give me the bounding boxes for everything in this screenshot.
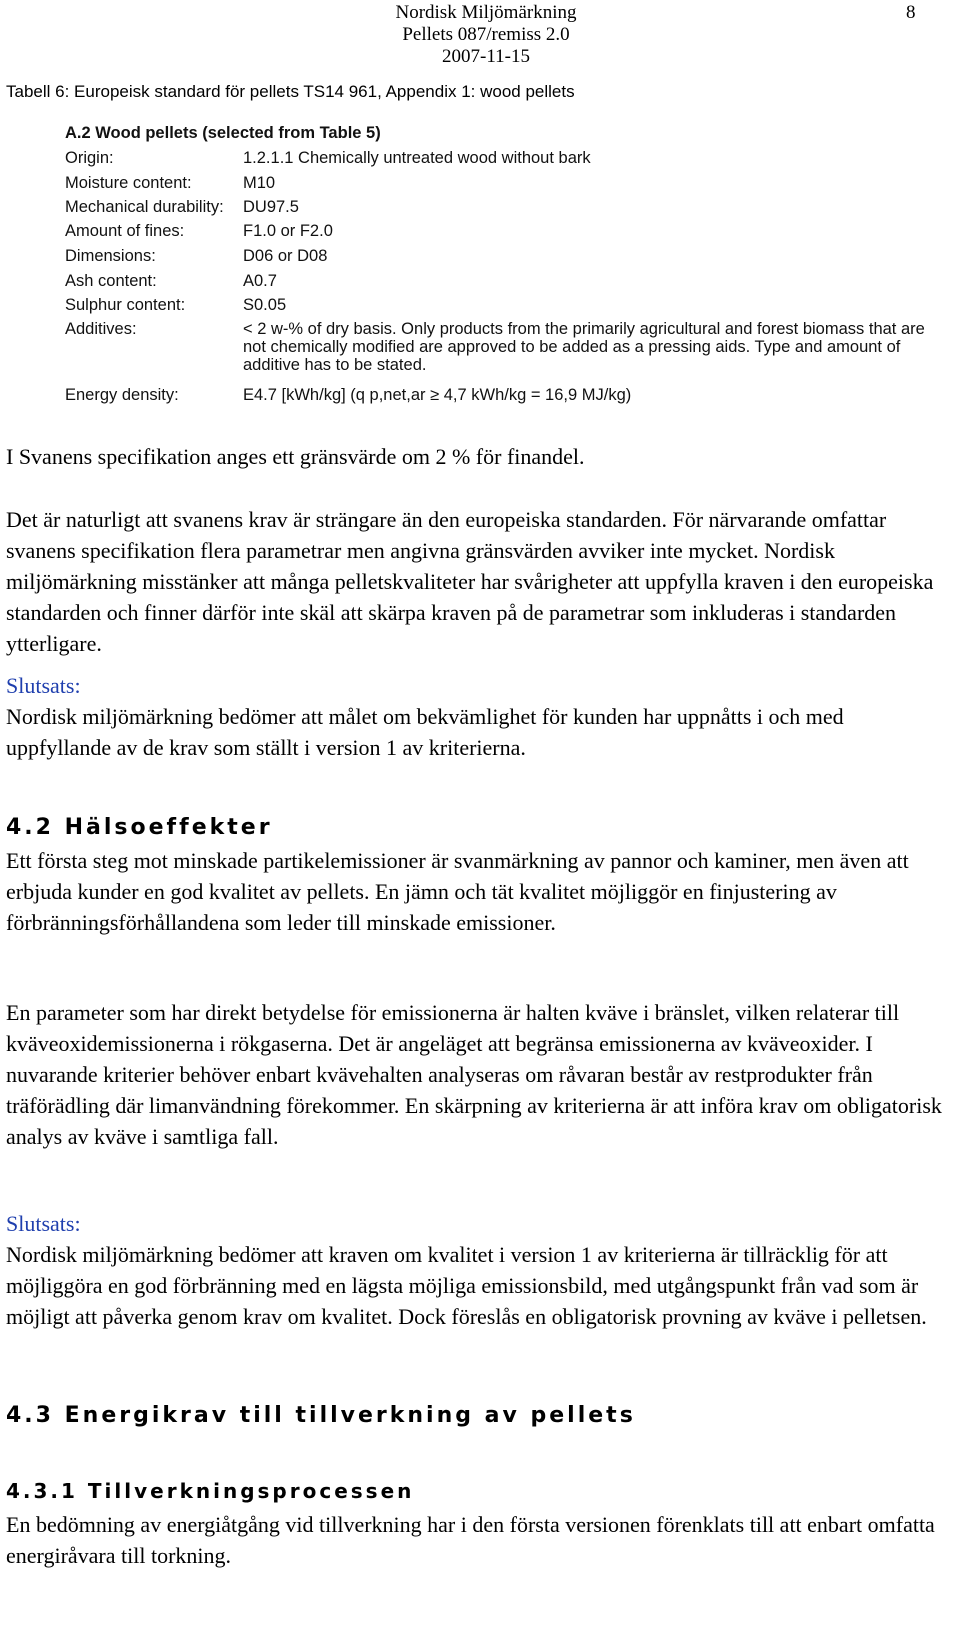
spec-value: A0.7 — [243, 272, 277, 290]
spec-label: Energy density: — [65, 386, 179, 404]
spec-label: Mechanical durability: — [65, 198, 224, 216]
spec-label: Sulphur content: — [65, 296, 186, 314]
spec-title: A.2 Wood pellets (selected from Table 5) — [65, 124, 381, 142]
header-doc: Pellets 087/remiss 2.0 — [402, 24, 570, 45]
spec-value: < 2 w-% of dry basis. Only products from the primarily agricultural and forest biomass that are not chemically modified are approved to be added as a pressing aids. Type and amount of additive has to be stated. — [243, 320, 925, 374]
paragraph — [6, 1509, 954, 1571]
paragraph — [6, 845, 954, 938]
page-number: 8 — [906, 2, 916, 23]
spec-label: Moisture content: — [65, 174, 192, 192]
section-heading-4-3: 4.3 Energikrav till tillverkning av pellets — [6, 1403, 636, 1428]
spec-value: F1.0 or F2.0 — [243, 222, 333, 240]
paragraph-text: En bedömning av energiåtgång vid tillverkning har i den första versionen förenklats till att enbart omfatta energiråvara till torkning. — [6, 1512, 935, 1568]
page-header — [386, 2, 586, 68]
paragraph-text: Nordisk miljömärkning bedömer att målet om bekvämlighet för kunden har uppnåtts i och med uppfyllande av de krav som ställt i version 1 av kriterierna. — [6, 704, 844, 760]
header-date: 2007-11-15 — [442, 46, 530, 67]
paragraph-text: Det är naturligt att svanens krav är strängare än den europeiska standarden. För närvarande omfattar svanens specifikation flera parametrar men angivna gränsvärden avviker inte mycket. Nordisk miljömärkning misstänker att många pelletskvaliteter har svårigheter att uppfylla kraven i den europeiska standarden och finner därför inte skäl att skärpa kraven på de parametrar som inkluderas i standarden ytterligare. — [6, 507, 934, 656]
header-org: Nordisk Miljömärkning — [395, 2, 577, 23]
paragraph-text: Ett första steg mot minskade partikelemissioner är svanmärkning av pannor och kaminer, men även att erbjuda kunder en god kvalitet av pellets. En jämn och tät kvalitet möjliggör en finjustering av förbränningsförhållandena som leder till minskade emissioner. — [6, 848, 909, 935]
table-caption: Tabell 6: Europeisk standard för pellets TS14 961, Appendix 1: wood pellets — [6, 82, 575, 101]
spec-label: Dimensions: — [65, 247, 156, 265]
spec-value: S0.05 — [243, 296, 287, 314]
section-heading-4-2: 4.2 Hälsoeffekter — [6, 815, 273, 840]
spec-value: D06 or D08 — [243, 247, 328, 265]
spec-value: E4.7 [kWh/kg] (q p,net,ar ≥ 4,7 kWh/kg = 16,9 MJ/kg) — [243, 386, 632, 404]
paragraph — [6, 504, 954, 659]
spec-label: Additives: — [65, 320, 137, 338]
spec-label: Origin: — [65, 149, 114, 167]
paragraph — [6, 441, 954, 472]
spec-value: M10 — [243, 174, 276, 192]
paragraph — [6, 997, 954, 1152]
paragraph-text: Nordisk miljömärkning bedömer att kraven om kvalitet i version 1 av kriterierna är tillräcklig för att möjliggöra en god förbränning med en lägsta möjliga emissionsbild, med utgångspunkt från vad som är möjligt att påverka genom krav om kvalitet. Dock föreslås en obligatorisk provning av kväve i pelletsen. — [6, 1242, 927, 1329]
spec-label: Amount of fines: — [65, 222, 185, 240]
paragraph-text: I Svanens specifikation anges ett gränsvärde om 2 % för finandel. — [6, 444, 585, 469]
conclusion-label: Slutsats: — [6, 673, 81, 698]
section-heading-4-3-1: 4.3.1 Tillverkningsprocessen — [6, 1479, 415, 1503]
conclusion-block — [6, 1208, 954, 1332]
conclusion-block — [6, 670, 954, 763]
spec-label: Ash content: — [65, 272, 157, 290]
paragraph-text: En parameter som har direkt betydelse för emissionerna är halten kväve i bränslet, vilken relaterar till kväveoxidemissionerna i rökgaserna. Det är angeläget att begränsa emissionerna av kväveoxider. I nuvarande kriterier behöver enbart kvävehalten analyseras om råvaran består av restprodukter från träförädling där limanvändning förekommer. En skärpning av kriterierna är att införa krav om obligatorisk analys av kväve i samtliga fall. — [6, 1000, 942, 1149]
spec-value: DU97.5 — [243, 198, 299, 216]
conclusion-label: Slutsats: — [6, 1211, 81, 1236]
spec-value: 1.2.1.1 Chemically untreated wood without bark — [243, 149, 591, 167]
